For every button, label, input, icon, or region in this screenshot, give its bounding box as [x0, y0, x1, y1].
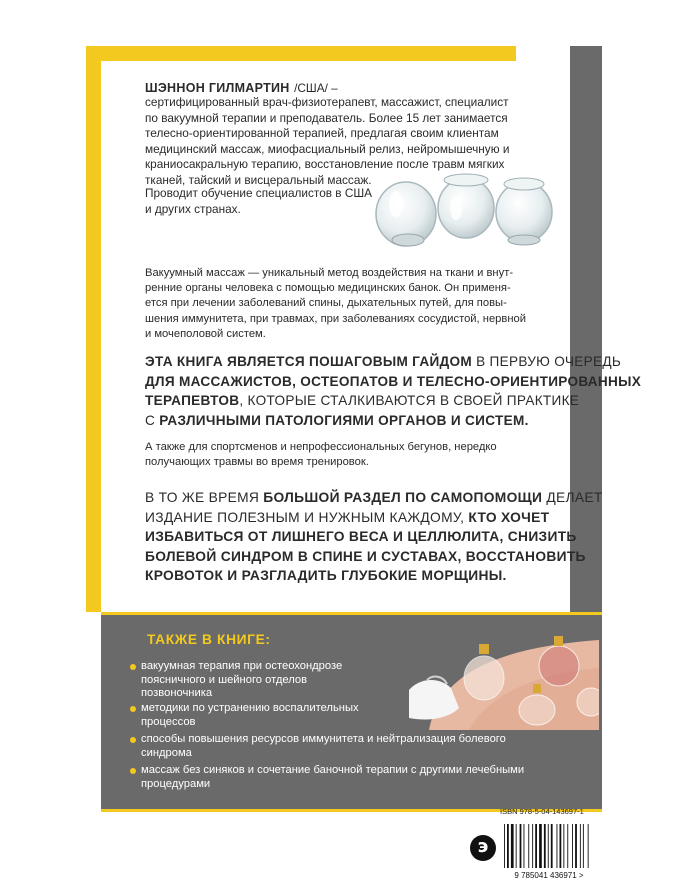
athletes-line: получающих травмы во время тренировок.: [145, 456, 369, 469]
bio-line: тканей, тайский и висцеральный массаж.: [145, 172, 372, 187]
cup-left: [376, 182, 436, 246]
bullet-icon: [130, 706, 136, 712]
selfhelp-bold: БОЛЬШОЙ РАЗДЕЛ ПО САМОПОМОЩИ: [263, 490, 543, 505]
intro-line: и мочеполовой систем.: [145, 327, 266, 340]
barcode-digits: 9 785041 436971 >: [514, 871, 584, 880]
audience-bold: ДЛЯ МАССАЖИСТОВ, ОСТЕОПАТОВ И ТЕЛЕСНО-ОРИЕНТИРОВАННЫХ: [145, 373, 642, 389]
barcode: [498, 822, 600, 880]
barcode-bar: [532, 824, 533, 868]
athletes-paragraph: [145, 440, 565, 470]
audience-text: С: [145, 412, 160, 428]
intro-line: ется при лечении заболеваний спины, дыхательных путей, для повы-: [145, 297, 507, 310]
teaching-line: Проводит обучение специалистов в США: [145, 186, 373, 200]
yellow-frame-top: [86, 46, 516, 61]
also-title: ТАКЖЕ В КНИГЕ:: [147, 632, 271, 647]
barcode-bar: [567, 824, 568, 868]
selfhelp-paragraph: [145, 488, 603, 586]
also-item-line: процедурами: [141, 777, 211, 790]
selfhelp-text: ДЕЛАЕТ: [542, 490, 603, 505]
selfhelp-text: В ТО ЖЕ ВРЕМЯ: [145, 490, 264, 505]
selfhelp-text: ИЗДАНИЕ ПОЛЕЗНЫМ И НУЖНЫМ КАЖДОМУ,: [145, 509, 469, 525]
also-item-line: массаж без синяков и сочетание баночной терапии с другими лечебными: [141, 764, 525, 776]
bullet-icon: [130, 768, 136, 774]
bullet-icon: [130, 737, 136, 743]
selfhelp-bold: КРОВОТОК И РАЗГЛАДИТЬ ГЛУБОКИЕ МОРЩИНЫ.: [145, 568, 507, 584]
also-item: [141, 660, 342, 701]
barcode-bar: [557, 824, 558, 868]
barcode-bar: [563, 824, 564, 868]
barcode-bar: [588, 824, 589, 868]
gray-side-bar: [570, 46, 602, 612]
barcode-bar: [507, 824, 509, 868]
audience-bold: ЭТА КНИГА ЯВЛЯЕТСЯ ПОШАГОВЫМ ГАЙДОМ: [145, 354, 472, 369]
author-country: /США/ –: [294, 81, 338, 95]
yellow-frame-left: [86, 46, 101, 612]
barcode-bar: [516, 824, 517, 868]
author-name: ШЭННОН ГИЛМАРТИН: [145, 81, 290, 95]
intro-line: шения иммунитета, при травмах, при заболеваниях сосудистой, нервной: [145, 312, 526, 325]
also-item-line: процессов: [141, 715, 196, 728]
also-in-book-panel: [101, 612, 602, 812]
bio-line: краниосакральную терапию, восстановление после травм мягких: [145, 157, 505, 172]
bio-line: по вакуумной терапии и преподаватель. Более 15 лет занимается: [145, 110, 508, 125]
barcode-bar: [511, 824, 514, 868]
barcode-bar: [560, 824, 562, 868]
panel-yellow-top-line: [101, 612, 602, 615]
teaching-text: [145, 186, 372, 217]
intro-line: ренние органы человека с помощью медицинских банок. Он применя-: [145, 282, 511, 295]
also-item-line: вакуумная терапия при остеохондрозе: [141, 660, 343, 672]
intro-line: Вакуумный массаж — уникальный метод воздействия на ткани и внут-: [145, 267, 514, 279]
audience-bold: ТЕРАПЕВТОВ: [145, 393, 240, 408]
bio-line: телесно-ориентированной терапией, предлагая своим клиентам: [145, 126, 499, 141]
audience-text: В ПЕРВУЮ ОЧЕРЕДЬ: [472, 354, 622, 369]
barcode-bar: [504, 824, 505, 868]
cup-right: [496, 178, 552, 245]
selfhelp-bold: БОЛЕВОЙ СИНДРОМ В СПИНЕ И СУСТАВАХ, ВОССТАНОВИТЬ: [145, 548, 586, 564]
also-item-line: способы повышения ресурсов иммунитета и нейтрализация болевого: [141, 733, 506, 745]
barcode-bar: [575, 824, 577, 868]
also-item-line: методики по устранению воспалительных: [141, 702, 359, 714]
barcode-bar: [535, 824, 537, 868]
audience-text: , КОТОРЫЕ СТАЛКИВАЮТСЯ В СВОЕЙ ПРАКТИКЕ: [239, 393, 580, 408]
also-item: [141, 733, 506, 760]
bullet-icon: [130, 664, 136, 670]
audience-paragraph: [145, 352, 642, 430]
glass-cups-image: [372, 166, 562, 250]
barcode-bar: [528, 824, 529, 868]
cup-middle: [438, 174, 494, 238]
barcode-bar: [539, 824, 542, 868]
cupping-back-photo: [409, 618, 599, 730]
selfhelp-bold: ИЗБАВИТЬСЯ ОТ ЛИШНЕГО ВЕСА И ЦЕЛЛЮЛИТА, СНИЗИТЬ: [145, 529, 577, 545]
intro-paragraph: [145, 266, 565, 342]
barcode-bar: [524, 824, 525, 868]
also-item-line: синдрома: [141, 746, 192, 759]
barcode-bar: [551, 824, 553, 868]
barcode-bar: [520, 824, 522, 868]
audience-bold: РАЗЛИЧНЫМИ ПАТОЛОГИЯМИ ОРГАНОВ И СИСТЕМ.: [159, 412, 529, 428]
bio-line: медицинский массаж, миофасциальный релиз, нейромышечную и: [145, 141, 510, 156]
also-item: [141, 702, 359, 729]
isbn-text: ISBN 978-5-04-143697-1: [500, 807, 584, 816]
also-item: [141, 764, 524, 791]
athletes-line: А также для спортсменов и непрофессиональных бегунов, нередко: [145, 441, 497, 453]
also-item-line: позвоночника: [141, 687, 213, 700]
bio-line: сертифицированный врач-физиотерапевт, массажист, специалист: [145, 95, 509, 109]
also-item-line: поясничного и шейного отделов: [141, 673, 308, 686]
publisher-logo-letter: э: [477, 836, 489, 857]
barcode-bar: [544, 824, 546, 868]
barcode-bar: [548, 824, 549, 868]
barcode-bar: [583, 824, 584, 868]
selfhelp-bold: КТО ХОЧЕТ: [468, 509, 550, 525]
teaching-line: и других странах.: [145, 201, 241, 216]
barcode-bar: [580, 824, 581, 868]
barcode-bar: [572, 824, 573, 868]
publisher-logo: [470, 835, 496, 861]
